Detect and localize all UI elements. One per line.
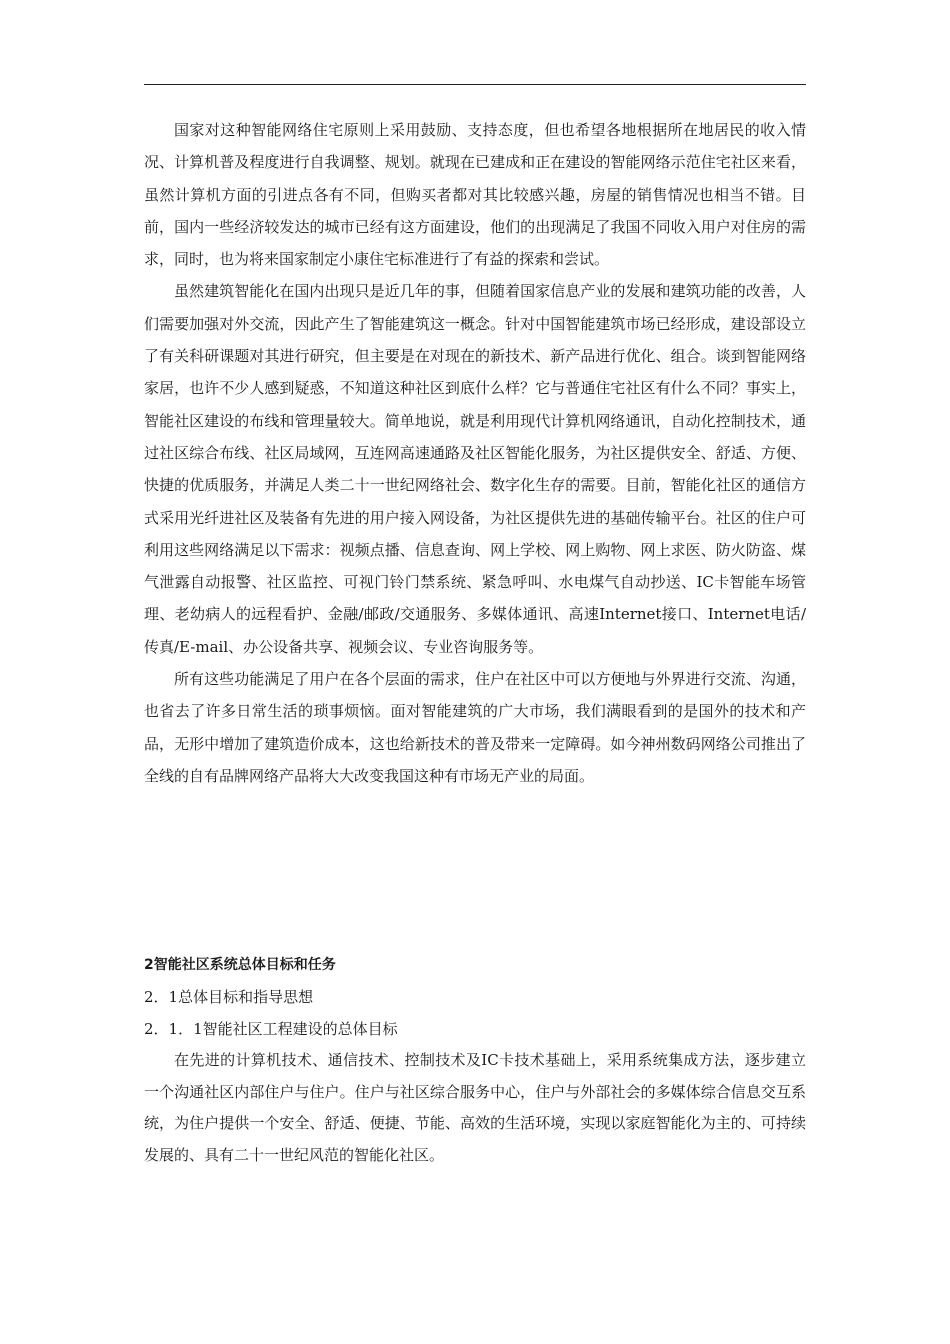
section-2-block (144, 949, 806, 1171)
subsubsection-heading: 2．1．1智能社区工程建设的总体目标 (144, 1020, 398, 1038)
paragraph-overall-goal: 在先进的计算机技术、通信技术、控制技术及IC卡技术基础上，采用系统集成方法，逐步建立一个沟通社区内部住户与住户。住户与社区综合服务中心，住户与外部社会的多媒体综合信息交互系统，为住户提供一个安全、舒适、便捷、节能、高效的生活环境，实现以家庭智能化为主的、可持续发展的、具有二十一世纪风范的智能化社区。 (144, 1051, 806, 1164)
section-heading: 2智能社区系统总体目标和任务 (144, 957, 336, 973)
header-rule (144, 84, 806, 85)
paragraph-intelligent-building: 虽然建筑智能化在国内出现只是近几年的事，但随着国家信息产业的发展和建筑功能的改善，人们需要加强对外交流，因此产生了智能建筑这一概念。针对中国智能建筑市场已经形成，建设部设立了有关科研课题对其进行研究，但主要是在对现在的新技术、新产品进行优化、组合。谈到智能网络家居，也许不少人感到疑惑，不知道这种社区到底什么样？它与普通住宅社区有什么不同？事实上，智能社区建设的布线和管理量较大。简单地说，就是利用现代计算机网络通讯，自动化控制技术，通过社区综合布线、社区局域网，互连网高速通路及社区智能化服务，为社区提供安全、舒适、方便、快捷的优质服务，并满足人类二十一世纪网络社会、数字化生存的需要。目前，智能化社区的通信方式采用光纤进社区及装备有先进的用户接入网设备，为社区提供先进的基础传输平台。社区的住户可利用这些网络满足以下需求：视频点播、信息查询、网上学校、网上购物、网上求医、防火防盗、煤气泄露自动报警、社区监控、可视门铃门禁系统、紧急呼叫、水电煤气自动抄送、IC卡智能车场管理、老幼病人的远程看护、金融/邮政/交通服务、多媒体通讯、高速Internet接口、Internet电话/传真/E-mail、办公设备共享、视频会议、专业咨询服务等。 (144, 282, 806, 656)
subsection-heading: 2．1总体目标和指导思想 (144, 988, 314, 1006)
paragraph-policy: 国家对这种智能网络住宅原则上采用鼓励、支持态度，但也希望各地根据所在地居民的收入情况、计算机普及程度进行自我调整、规划。就现在已建成和正在建设的智能网络示范住宅社区来看，虽然计算机方面的引进点各有不同，但购买者都对其比较感兴趣，房屋的销售情况也相当不错。目前，国内一些经济较发达的城市已经有这方面建设，他们的出现满足了我国不同收入用户对住房的需求，同时，也为将来国家制定小康住宅标准进行了有益的探索和尝试。 (144, 121, 806, 269)
paragraph-market: 所有这些功能满足了用户在各个层面的需求，住户在社区中可以方便地与外界进行交流、沟通，也省去了许多日常生活的琐事烦恼。面对智能建筑的广大市场，我们满眼看到的是国外的技术和产品，无形中增加了建筑造价成本，这也给新技术的普及带来一定障碍。如今神州数码网络公司推出了全线的自有品牌网络产品将大大改变我国这种有市场无产业的局面。 (144, 670, 806, 785)
intro-text-block (144, 114, 806, 792)
